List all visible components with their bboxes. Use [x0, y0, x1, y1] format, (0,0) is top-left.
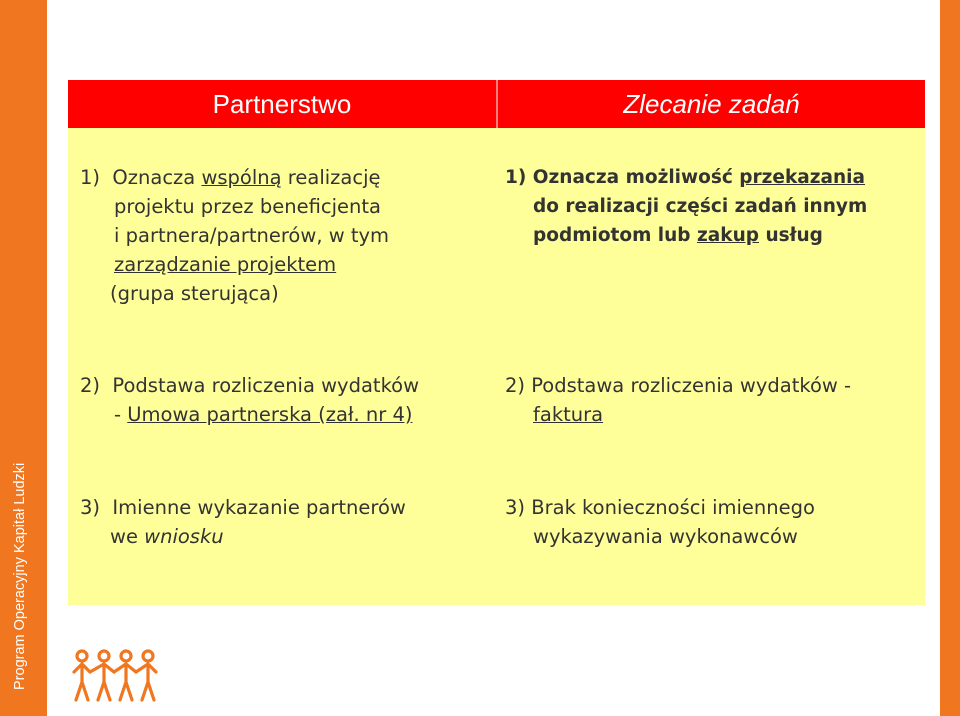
- program-name-label: Program Operacyjny Kapitał Ludzki: [12, 462, 28, 690]
- person-3-head: [121, 651, 131, 661]
- row3-right-line1: [505, 493, 920, 522]
- row2-left-text: Podstawa rozliczenia wydatków: [112, 374, 420, 397]
- program-sidebar-strip: [0, 0, 47, 716]
- header-zlecanie-zadan: Zlecanie zadań: [498, 80, 925, 128]
- row1-left-text-b: realizację: [287, 166, 381, 189]
- row3-left-text: Imienne wykazanie partnerów: [112, 496, 406, 519]
- person-3-body: [114, 664, 136, 700]
- row3-right-number: 3): [505, 496, 526, 519]
- row1-left-line2: projektu przez beneficjenta: [114, 195, 381, 218]
- row2-right-underlined-faktura: faktura: [533, 403, 604, 426]
- row3-left-line2: [80, 522, 490, 551]
- person-4-body: [136, 664, 156, 700]
- row1-left-number: 1): [80, 166, 101, 189]
- row3-right-cell: [505, 493, 920, 551]
- row3-left-italic-wniosku: wniosku: [144, 525, 224, 548]
- row2-right-line1: [505, 371, 920, 400]
- row2-right-cell: [505, 371, 920, 429]
- row1-left-text-a: Oznacza: [112, 166, 196, 189]
- row1-left-underlined-word: wspólną: [201, 166, 282, 189]
- row1-right-underlined-word: przekazania: [739, 167, 865, 188]
- person-2-body: [90, 664, 114, 700]
- row3-left-number: 3): [80, 496, 101, 519]
- row2-left-number: 2): [80, 374, 101, 397]
- row1-right-line3: [505, 221, 920, 250]
- person-1-head: [77, 651, 87, 661]
- row3-right-line2: wykazywania wykonawców: [533, 525, 798, 548]
- row1-right-cell: [505, 163, 920, 250]
- row3-left-cell: [80, 493, 490, 551]
- row1-right-number: 1): [505, 167, 527, 188]
- header-partnerstwo: Partnerstwo: [68, 80, 496, 128]
- row2-left-line1: [80, 371, 490, 400]
- row1-left-line3: i partnera/partnerów, w tym: [114, 224, 390, 247]
- person-1-body: [74, 664, 90, 700]
- row1-right-text-a: Oznacza możliwość: [532, 167, 733, 188]
- people-group-icon: [70, 648, 160, 706]
- row1-right-text-b: podmiotom lub: [533, 225, 691, 246]
- row1-right-line2: do realizacji części zadań innym: [533, 196, 868, 217]
- right-accent-strip: [940, 0, 960, 716]
- row1-left-line5: (grupa sterująca): [110, 282, 279, 305]
- row3-left-line1: [80, 493, 490, 522]
- row2-left-cell: [80, 371, 490, 429]
- row1-left-cell: [80, 163, 490, 308]
- comparison-table: [68, 80, 925, 605]
- row1-left-line1: [80, 163, 490, 192]
- person-2-head: [99, 651, 109, 661]
- row2-right-text: Podstawa rozliczenia wydatków -: [531, 374, 852, 397]
- row2-left-underlined-umowa: Umowa partnerska (zał. nr 4): [127, 403, 413, 426]
- row3-left-we: we: [110, 525, 138, 548]
- row2-left-dash: -: [114, 403, 122, 426]
- row1-right-line1: [505, 163, 920, 192]
- row1-left-line4: zarządzanie projektem: [114, 253, 337, 276]
- row3-right-text: Brak konieczności imiennego: [531, 496, 815, 519]
- row2-left-line2: [80, 400, 490, 429]
- row2-right-number: 2): [505, 374, 526, 397]
- person-4-head: [143, 651, 153, 661]
- row1-right-underlined-zakup: zakup: [697, 225, 759, 246]
- row1-right-text-c: usług: [765, 225, 823, 246]
